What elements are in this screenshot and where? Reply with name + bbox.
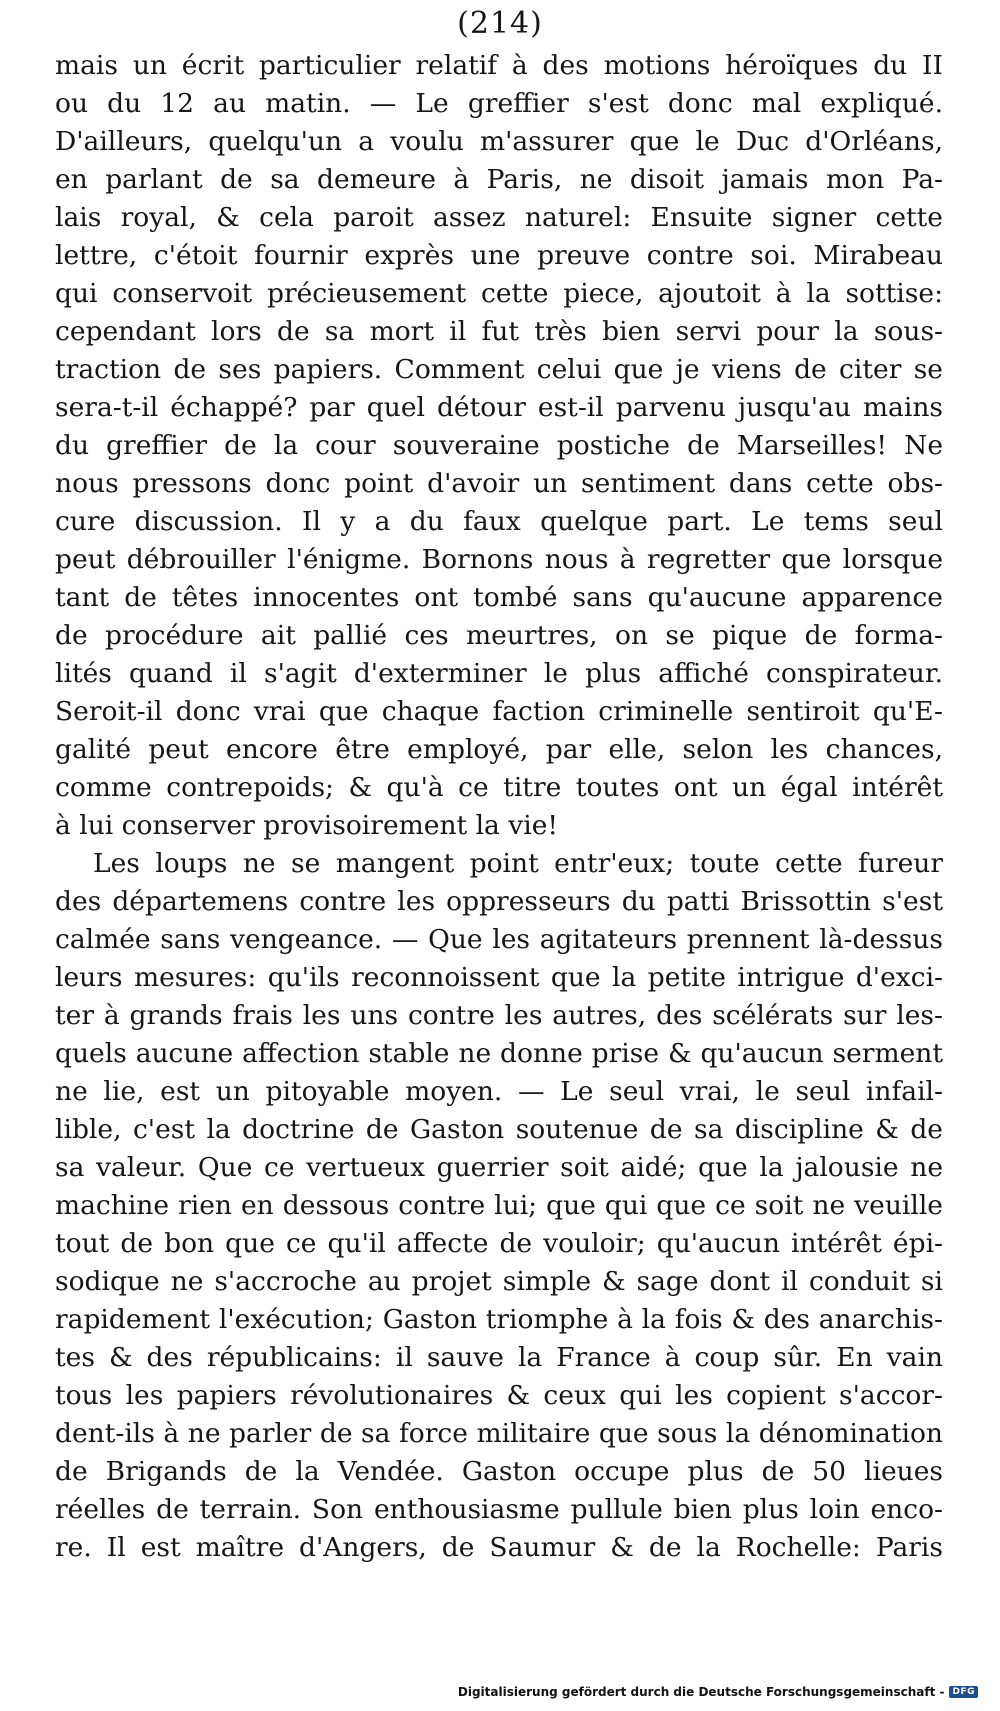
text-line: mais un écrit particulier relatif à des motions héroïques du II xyxy=(55,50,943,81)
text-line: tant de têtes innocentes ont tombé sans qu'aucune apparence xyxy=(55,582,943,613)
text-line: calmée sans vengeance. — Que les agitateurs prennent là-dessus xyxy=(55,924,943,955)
text-line: re. Il est maître d'Angers, de Saumur & de la Rochelle: Paris xyxy=(55,1532,943,1563)
text-line: de Brigands de la Vendée. Gaston occupe plus de 50 lieues xyxy=(55,1456,943,1487)
text-line: quels aucune affection stable ne donne prise & qu'aucun serment xyxy=(55,1038,943,1069)
text-line: traction de ses papiers. Comment celui que je viens de citer se xyxy=(55,354,943,385)
text-line: tes & des républicains: il sauve la France à coup sûr. En vain xyxy=(55,1342,943,1373)
text-line: sera-t-il échappé? par quel détour est-il parvenu jusqu'au mains xyxy=(55,392,943,423)
body-text xyxy=(55,47,943,1567)
text-line: réelles de terrain. Son enthousiasme pullule bien plus loin enco- xyxy=(55,1494,943,1525)
text-line: cependant lors de sa mort il fut très bien servi pour la sous- xyxy=(55,316,943,347)
digitization-credit xyxy=(458,1685,978,1699)
text-line: machine rien en dessous contre lui; que qui que ce soit ne veuille xyxy=(55,1190,943,1221)
text-line: Les loups ne se mangent point entr'eux; toute cette fureur xyxy=(93,848,943,879)
text-line: ter à grands frais les uns contre les autres, des scélérats sur les- xyxy=(55,1000,943,1031)
text-line: tout de bon que ce qu'il affecte de vouloir; qu'aucun intérêt épi- xyxy=(55,1228,943,1259)
text-line: dent-ils à ne parler de sa force militaire que sous la dénomination xyxy=(55,1418,943,1449)
text-line: lettre, c'étoit fournir exprès une preuve contre soi. Mirabeau xyxy=(55,240,943,271)
text-line: qui conservoit précieusement cette piece, ajoutoit à la sottise: xyxy=(55,278,943,309)
text-line: peut débrouiller l'énigme. Bornons nous à regretter que lorsque xyxy=(55,544,943,575)
text-line: lités quand il s'agit d'exterminer le plus affiché conspirateur. xyxy=(55,658,943,689)
dfg-logo: DFG xyxy=(949,1686,978,1698)
text-line: lais royal, & cela paroit assez naturel: Ensuite signer cette xyxy=(55,202,943,233)
text-line: en parlant de sa demeure à Paris, ne disoit jamais mon Pa- xyxy=(55,164,943,195)
text-line: du greffier de la cour souveraine postiche de Marseilles! Ne xyxy=(55,430,943,461)
text-line: leurs mesures: qu'ils reconnoissent que la petite intrigue d'exci- xyxy=(55,962,943,993)
text-line: ou du 12 au matin. — Le greffier s'est donc mal expliqué. xyxy=(55,88,943,119)
text-line: comme contrepoids; & qu'à ce titre toutes ont un égal intérêt xyxy=(55,772,943,803)
text-line: sodique ne s'accroche au projet simple & sage dont il conduit si xyxy=(55,1266,943,1297)
page-number: (214) xyxy=(457,6,543,41)
text-line: ne lie, est un pitoyable moyen. — Le seul vrai, le seul infail- xyxy=(55,1076,943,1107)
text-line: tous les papiers révolutionaires & ceux qui les copient s'accor- xyxy=(55,1380,943,1411)
text-line: D'ailleurs, quelqu'un a voulu m'assurer que le Duc d'Orléans, xyxy=(55,126,943,157)
text-line: cure discussion. Il y a du faux quelque part. Le tems seul xyxy=(55,506,943,537)
text-line: des départemens contre les oppresseurs du patti Brissottin s'est xyxy=(55,886,943,917)
text-line: sa valeur. Que ce vertueux guerrier soit aidé; que la jalousie ne xyxy=(55,1152,943,1183)
text-line: galité peut encore être employé, par elle, selon les chances, xyxy=(55,734,943,765)
text-line: rapidement l'exécution; Gaston triomphe à la fois & des anarchis- xyxy=(55,1304,943,1335)
credit-text: Digitalisierung gefördert durch die Deutsche Forschungsgemeinschaft - xyxy=(457,1685,945,1699)
text-line: lible, c'est la doctrine de Gaston soutenue de sa discipline & de xyxy=(55,1114,943,1145)
text-line: nous pressons donc point d'avoir un sentiment dans cette obs- xyxy=(55,468,943,499)
text-line: de procédure ait pallié ces meurtres, on se pique de forma- xyxy=(55,620,943,651)
text-line: à lui conserver provisoirement la vie! xyxy=(55,810,559,841)
text-line: Seroit-il donc vrai que chaque faction criminelle sentiroit qu'E- xyxy=(55,696,943,727)
